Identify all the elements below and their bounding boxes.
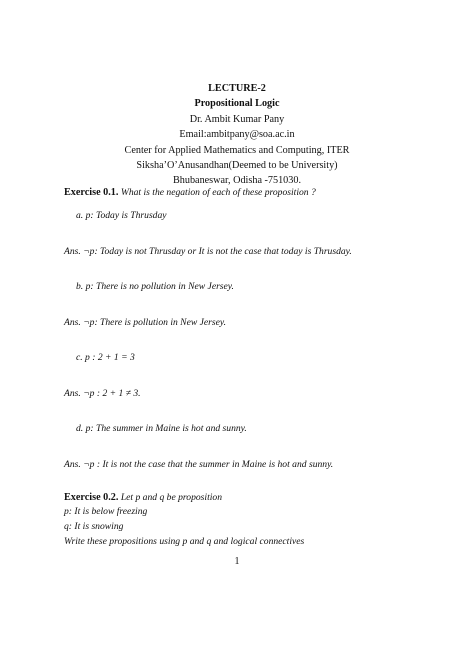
exercise-2-heading (64, 492, 222, 504)
address: Bhubaneswar, Odisha -751030. (172, 175, 302, 186)
exercise-1-answer-d: Ans. ¬p : It is not the case that the summer in Maine is hot and sunny. (64, 459, 334, 470)
exercise-1-title: Exercise 0.1. (64, 187, 119, 198)
exercise-1-answer-a: Ans. ¬p: Today is not Thrusday or It is not the case that today is Thrusday. (64, 246, 352, 257)
page-number: 1 (234, 556, 240, 567)
exercise-1-item-a: a. p: Today is Thrusday (76, 210, 167, 221)
author-name: Dr. Ambit Kumar Pany (189, 114, 285, 125)
lecture-topic: Propositional Logic (194, 98, 280, 109)
university-name: Siksha’O’Anusandhan(Deemed to be University) (136, 160, 338, 171)
exercise-2-intro: Let p and q be proposition (120, 492, 223, 503)
exercise-2-q-definition: q: It is snowing (64, 521, 124, 532)
exercise-1-question: What is the negation of each of these proposition ? (120, 187, 316, 198)
exercise-1-item-c: c. p : 2 + 1 = 3 (76, 352, 135, 363)
exercise-2-title: Exercise 0.2. (64, 492, 119, 503)
exercise-2-p-definition: p: It is below freezing (64, 506, 148, 517)
lecture-number: LECTURE-2 (208, 83, 266, 94)
exercise-1-item-b: b. p: There is no pollution in New Jersey. (76, 281, 234, 292)
exercise-1-answer-b: Ans. ¬p: There is pollution in New Jersey. (64, 317, 227, 328)
center-name: Center for Applied Mathematics and Computing, ITER (124, 145, 350, 156)
exercise-1-heading (64, 187, 316, 199)
author-email: Email:ambitpany@soa.ac.in (179, 129, 295, 140)
exercise-1-answer-c: Ans. ¬p : 2 + 1 ≠ 3. (64, 388, 141, 399)
exercise-1-item-d: d. p: The summer in Maine is hot and sunny. (76, 423, 247, 434)
exercise-2-instruction: Write these propositions using p and q and logical connectives (64, 536, 305, 547)
